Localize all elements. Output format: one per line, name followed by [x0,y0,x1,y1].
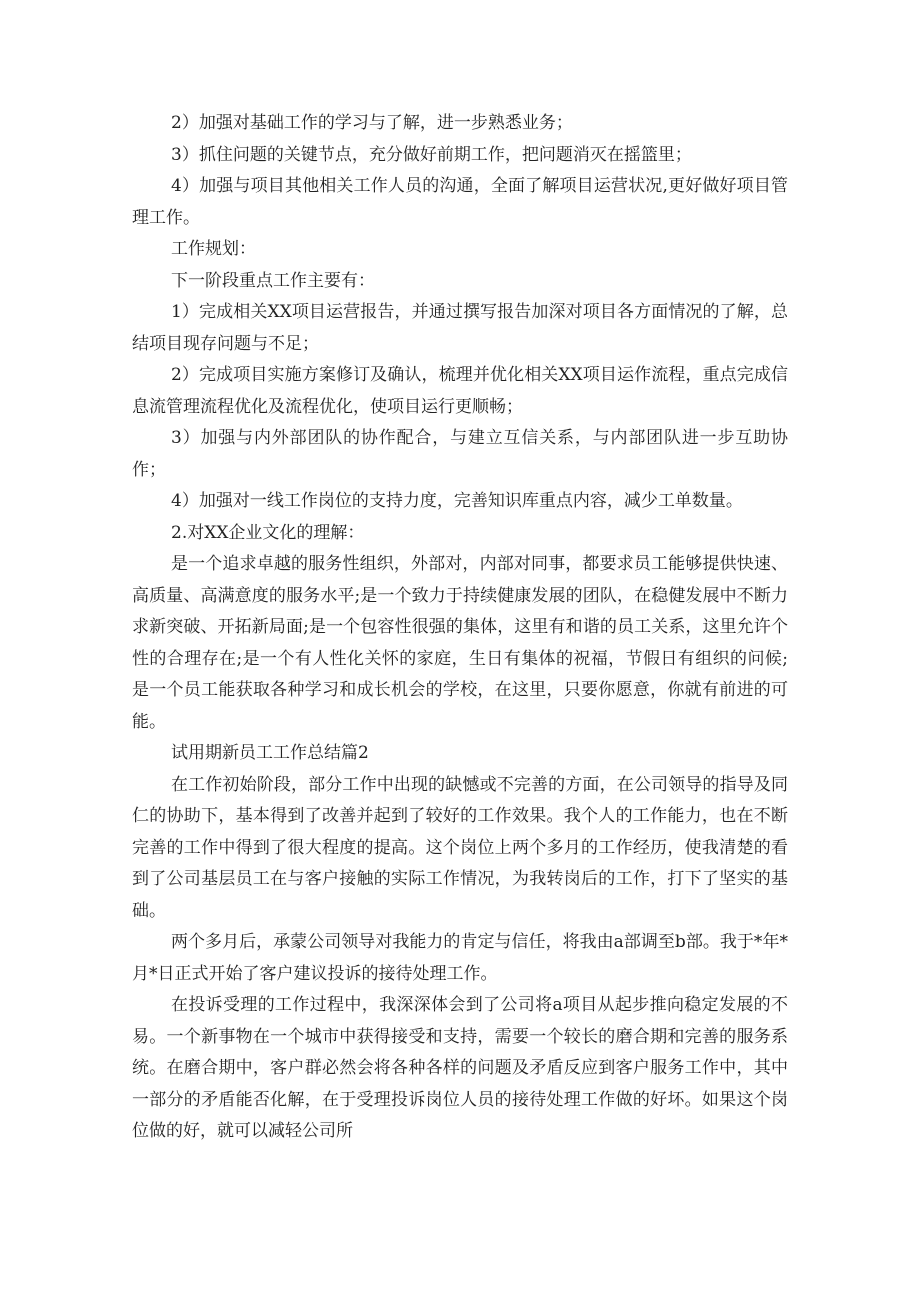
paragraph-initial-stage: 在工作初始阶段，部分工作中出现的缺憾或不完善的方面，在公司领导的指导及同仁的协助下，基本得到了改善并起到了较好的工作效果。我个人的工作能力，也在不断完善的工作中得到了很大程度的提高。这个岗位上两个多月的工作经历，使我清楚的看到了公司基层员工在与客户接触的实际工作情况，为我转岗后的工作，打下了坚实的基础。 [132,774,788,921]
paragraph-basic-work-study: 2）加强对基础工作的学习与了解，进一步熟悉业务； [171,113,573,133]
paragraph-key-nodes: 3）抓住问题的关键节点，充分做好前期工作，把问题消灭在摇篮里； [171,144,692,165]
paragraph-transfer: 两个多月后，承蒙公司领导对我能力的肯定与信任，将我由a部调至b部。我于*年*月*日正式开始了客户建议投诉的接待处理工作。 [132,932,788,984]
paragraph-plan-item-2: 2）完成项目实施方案修订及确认，梳理并优化相关XX项目运作流程，重点完成信息流管理流程优化及流程优化，使项目运行更顺畅； [132,365,788,417]
paragraph-next-stage: 下一阶段重点工作主要有： [171,270,375,291]
paragraph-complaint-handling: 在投诉受理的工作过程中，我深深体会到了公司将a项目从起步推向稳定发展的不易。一个新事物在一个城市中获得接受和支持，需要一个较长的磨合期和完善的服务系统。在磨合期中，客户群必然会将各种各样的问题及矛盾反应到客户服务工作中，其中一部分的矛盾能否化解，在于受理投诉岗位人员的接待处理工作做的好坏。如果这个岗位做的好，就可以减轻公司所 [132,995,788,1141]
paragraph-plan-item-1: 1）完成相关XX项目运营报告，并通过撰写报告加深对项目各方面情况的了解，总结项目现存问题与不足； [132,302,788,354]
document-page [132,108,788,1148]
paragraph-communication: 4）加强与项目其他相关工作人员的沟通，全面了解项目运营状况,更好做好项目管理工作。 [132,176,788,228]
paragraph-plan-item-4: 4）加强对一线工作岗位的支持力度，完善知识库重点内容，减少工单数量。 [171,491,743,511]
heading-summary-2: 试用期新员工工作总结篇2 [171,743,369,763]
paragraph-corporate-culture: 是一个追求卓越的服务性组织，外部对，内部对同事，都要求员工能够提供快速、高质量、高满意度的服务水平;是一个致力于持续健康发展的团队，在稳健发展中不断力求新突破、开拓新局面;是一个包容性很强的集体，这里有和谐的员工关系，这里允许个性的合理存在;是一个有人性化关怀的家庭，生日有集体的祝福，节假日有组织的问候;是一个员工能获取各种学习和成长机会的学校，在这里，只要你愿意，你就有前进的可能。 [132,554,788,732]
paragraph-plan-item-3: 3）加强与内外部团队的协作配合，与建立互信关系，与内部团队进一步互助协作； [132,428,788,480]
heading-work-plan: 工作规划： [171,239,256,259]
heading-corporate-culture: 2.对XX企业文化的理解： [171,522,365,543]
